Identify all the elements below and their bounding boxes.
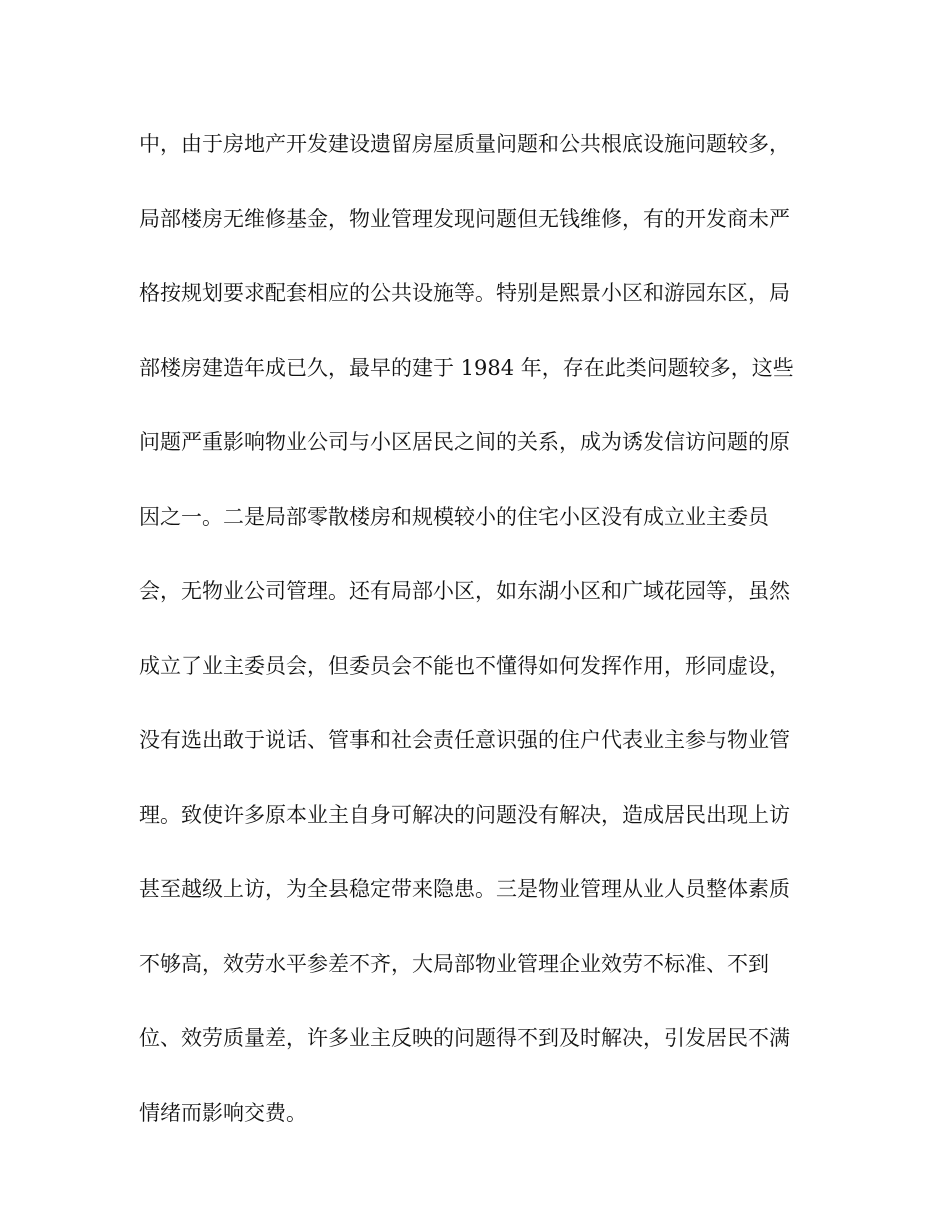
text-line: 问题严重影响物业公司与小区居民之间的关系，成为诱发信访问题的原 [139,430,790,454]
text-line: 没有选出敢于说话、管事和社会责任意识强的住户代表业主参与物业管 [139,728,790,752]
text-line: 甚至越级上访，为全县稳定带来隐患。三是物业管理从业人员整体素质 [139,877,790,901]
text-line: 情绪而影响交费。 [139,1100,307,1125]
text-line: 格按规划要求配套相应的公共设施等。特别是熙景小区和游园东区，局 [139,281,790,305]
text-line: 会，无物业公司管理。还有局部小区，如东湖小区和广域花园等，虽然 [139,579,790,603]
text-line: 部楼房建造年成已久，最早的建于 1984 年，存在此类问题较多，这些 [139,355,794,380]
body-paragraph [139,120,829,1163]
text-line: 中，由于房地产开发建设遗留房屋质量问题和公共根底设施问题较多， [139,132,790,156]
text-line: 成立了业主委员会，但委员会不能也不懂得如何发挥作用，形同虚设， [139,653,790,678]
text-line: 因之一。二是局部零散楼房和规模较小的住宅小区没有成立业主委员 [139,504,769,529]
text-line: 不够高，效劳水平参差不齐，大局部物业管理企业效劳不标准、不到 [139,951,769,976]
text-line: 理。致使许多原本业主自身可解决的问题没有解决，造成居民出现上访 [139,802,790,827]
text-line: 位、效劳质量差，许多业主反映的问题得不到及时解决，引发居民不满 [139,1026,790,1050]
text-line: 局部楼房无维修基金，物业管理发现问题但无钱维修，有的开发商未严 [139,206,790,231]
